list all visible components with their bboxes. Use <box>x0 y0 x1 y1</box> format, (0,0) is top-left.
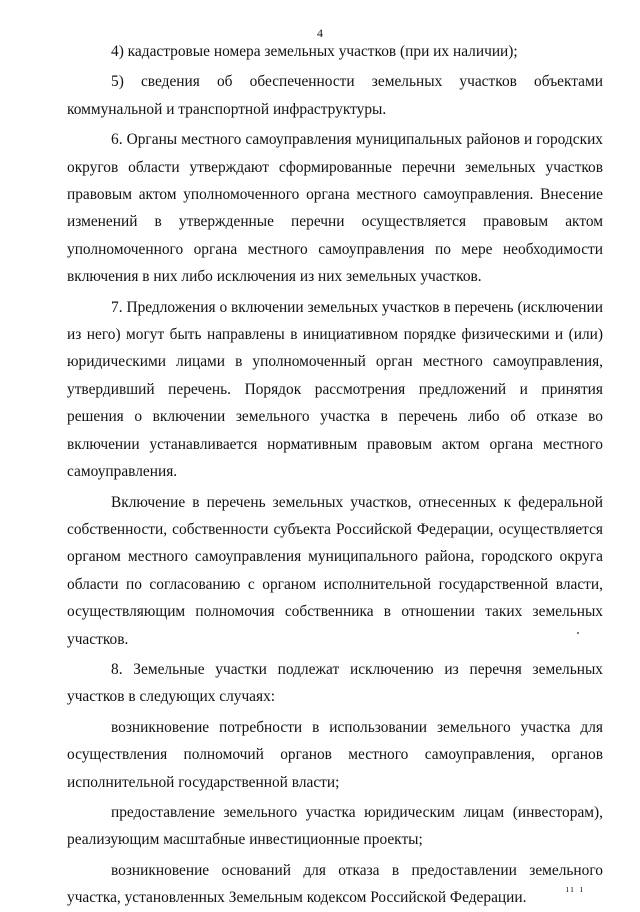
footer-mark: ıı ı <box>566 884 585 895</box>
paragraph-case-need: возникновение потребности в использовании земельного участка для осуществления полномочий органов местного самоуправления, органов исполнительной государственной власти; <box>67 718 603 791</box>
page-number: 4 <box>317 26 323 40</box>
paragraph-case-refusal: возникновение оснований для отказа в предоставлении земельного участка, установленных Земельным кодексом Российской Федерации. <box>67 861 603 907</box>
paragraph-case-investors: предоставление земельного участка юридическим лицам (инвесторам), реализующим масштабные инвестиционные проекты; <box>67 803 603 849</box>
paragraph-clause-6: 6. Органы местного самоуправления муниципальных районов и городских округов области утверждают сформированные перечни земельных участков правовым актом уполномоченного органа местного самоуправления. Внесение изменений в утвержденные перечни осуществляется правовым актом уполномоченного органа местного самоуправления по мере необходимости включения в них либо исключения из них земельных участков. <box>67 131 603 286</box>
document-body <box>67 38 603 912</box>
paragraph-item-5: 5) сведения об обеспеченности земельных участков объектами коммунальной и транспортной инфраструктуры. <box>67 73 603 118</box>
paragraph-clause-7: 7. Предложения о включении земельных участков в перечень (исключении из него) могут быть направлены в инициативном порядке физическими и (или) юридическими лицами в уполномоченный орган местного самоуправления, утвердивший перечень. Порядок рассмотрения предложений и принятия решения о включении земельного участка в перечень либо об отказе во включении устанавливается нормативным правовым актом органа местного самоуправления. <box>67 298 603 481</box>
paragraph-item-4: 4) кадастровые номера земельных участков (при их наличии); <box>111 43 518 60</box>
paragraph-clause-8: 8. Земельные участки подлежат исключению из перечня земельных участков в следующих случаях: <box>67 660 603 706</box>
paragraph-federal-inclusion: Включение в перечень земельных участков, отнесенных к федеральной собственности, собственности субъекта Российской Федерации, осуществляется органом местного самоуправления муниципального района, городского округа области по согласованию с органом исполнительной государственной власти, осуществляющим полномочия собственника в отношении таких земельных участков. <box>67 493 603 648</box>
scan-speck <box>577 632 579 634</box>
